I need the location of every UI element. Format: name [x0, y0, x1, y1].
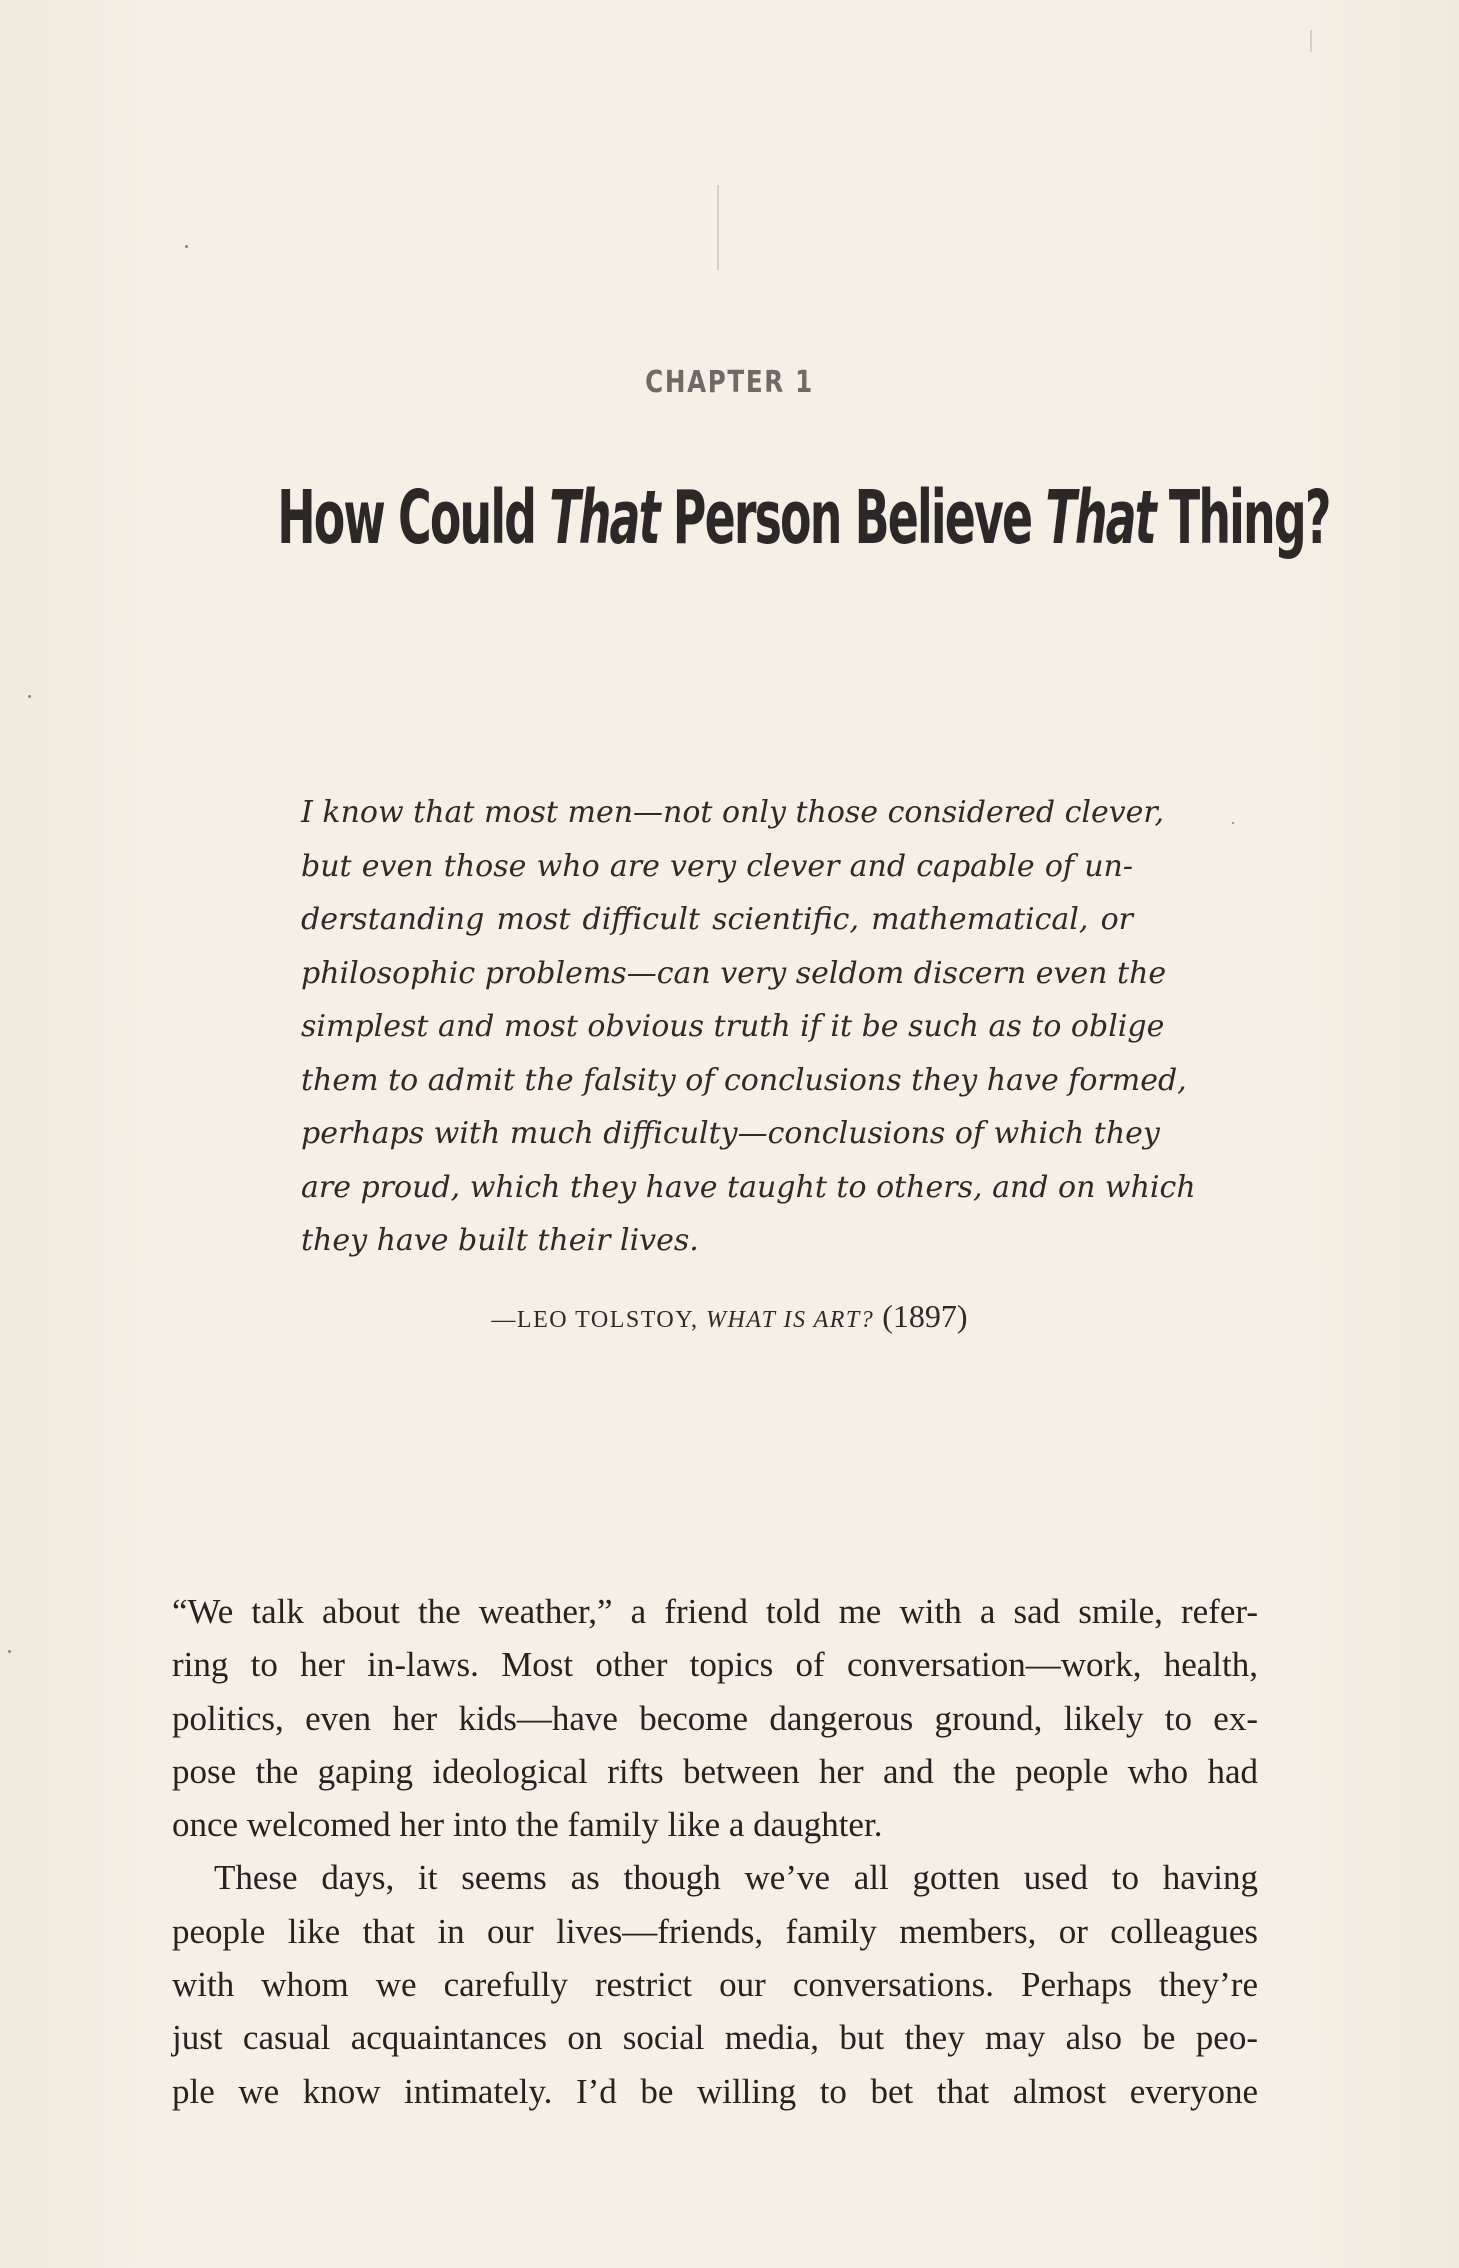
attribution-author: —LEO TOLSTOY, [491, 1307, 707, 1333]
body-line: politics, even her kids—have become dangerous ground, likely to ex- [172, 1698, 1258, 1738]
body-line: once welcomed her into the family like a daughter. [172, 1805, 883, 1845]
body-line: with whom we carefully restrict our conversations. Perhaps they’re [172, 1965, 1258, 2005]
epigraph-line: are proud, which they have taught to others, and on which [301, 1169, 1196, 1205]
epigraph-line: I know that most men—not only those considered clever, [301, 795, 1164, 830]
body-line: ring to her in-laws. Most other topics of conversation—work, health, [172, 1645, 1258, 1685]
attribution-work: WHAT IS ART? [706, 1307, 875, 1333]
paper-speck [28, 695, 31, 698]
epigraph-line: perhaps with much difficulty—conclusions of which they [301, 1116, 1160, 1151]
body-line: ple we know intimately. I’d be willing to bet that almost everyone [172, 2071, 1258, 2111]
body-line: These days, it seems as though we’ve all gotten used to having [214, 1858, 1258, 1898]
paper-speck [185, 245, 188, 248]
epigraph [301, 786, 1196, 1268]
body-text [172, 1585, 1258, 2118]
epigraph-line: them to admit the falsity of conclusions they have formed, [301, 1062, 1187, 1098]
title-part: Thing? [1154, 475, 1330, 561]
title-part: Person Believe [658, 475, 1046, 561]
epigraph-line: philosophic problems—can very seldom discern even the [301, 955, 1167, 991]
attribution-year: (1897) [874, 1298, 968, 1334]
body-line: pose the gaping ideological rifts between her and the people who had [172, 1751, 1258, 1791]
body-line: people like that in our lives—friends, family members, or colleagues [172, 1911, 1258, 1951]
paper-speck [1232, 822, 1234, 824]
epigraph-line: derstanding most difficult scientific, mathematical, or [301, 902, 1133, 937]
title-part-emphasis: That [549, 475, 659, 561]
body-line: just casual acquaintances on social media, but they may also be peo- [172, 2018, 1258, 2058]
epigraph-line: simplest and most obvious truth if it be such as to oblige [301, 1009, 1165, 1044]
epigraph-attribution [0, 1298, 1459, 1335]
paper-mark [717, 185, 719, 270]
title-part: How Could [277, 475, 550, 561]
paper-speck [8, 1650, 11, 1653]
body-line: “We talk about the weather,” a friend told me with a sad smile, refer- [172, 1592, 1258, 1631]
title-part-emphasis: That [1045, 475, 1155, 561]
chapter-label: CHAPTER 1 [645, 365, 814, 400]
paper-mark [1310, 30, 1312, 52]
epigraph-line: they have built their lives. [301, 1223, 699, 1258]
chapter-title [277, 475, 1330, 561]
epigraph-line: but even those who are very clever and capable of un- [301, 848, 1133, 884]
